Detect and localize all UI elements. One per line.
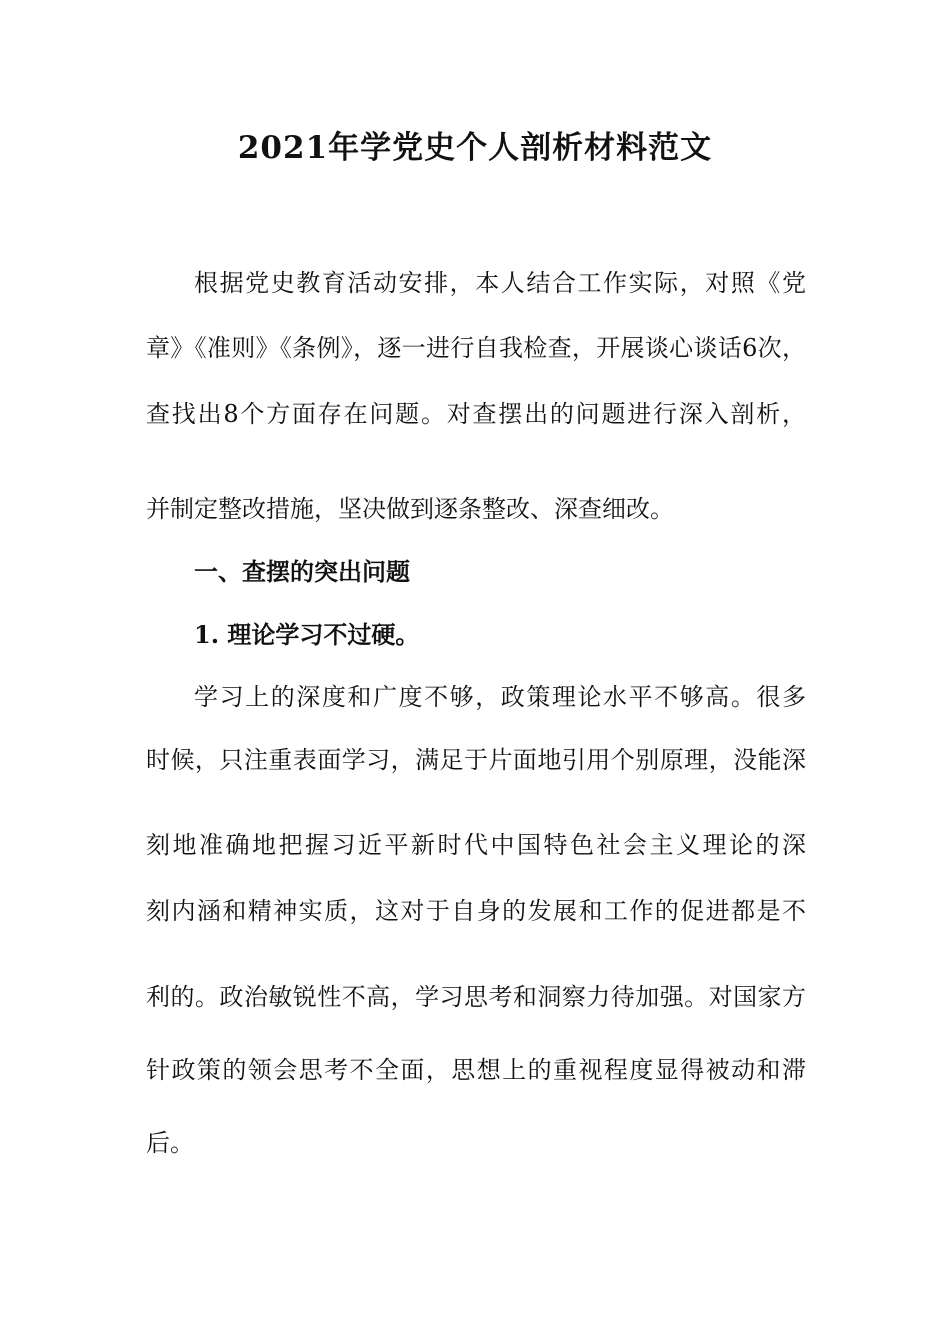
document-title: 2021年学党史个人剖析材料范文 xyxy=(237,130,713,166)
body-line-2: 时候，只注重表面学习，满足于片面地引用个别原理，没能深 xyxy=(146,746,806,774)
intro-line-3: 查找出8个方面存在问题。对查摆出的问题进行深入剖析， xyxy=(146,400,806,428)
section-heading: 一、查摆的突出问题 xyxy=(194,557,410,586)
body-line-1: 学习上的深度和广度不够，政策理论水平不够高。很多 xyxy=(194,683,806,711)
body-line-5: 利的。政治敏锐性不高，学习思考和洞察力待加强。对国家方 xyxy=(146,983,806,1011)
body-line-3: 刻地准确地把握习近平新时代中国特色社会主义理论的深 xyxy=(146,831,806,859)
subsection-heading: 1. 理论学习不过硬。 xyxy=(194,620,420,649)
body-line-7: 后。 xyxy=(146,1129,194,1157)
body-line-6: 针政策的领会思考不全面，思想上的重视程度显得被动和滞 xyxy=(146,1056,806,1084)
intro-line-4: 并制定整改措施，坚决做到逐条整改、深查细改。 xyxy=(146,495,674,523)
body-line-4: 刻内涵和精神实质，这对于自身的发展和工作的促进都是不 xyxy=(146,897,806,925)
intro-line-1: 根据党史教育活动安排，本人结合工作实际，对照《党 xyxy=(194,269,806,297)
intro-line-2: 章》《准则》《条例》，逐一进行自我检查，开展谈心谈话6次， xyxy=(146,334,806,362)
